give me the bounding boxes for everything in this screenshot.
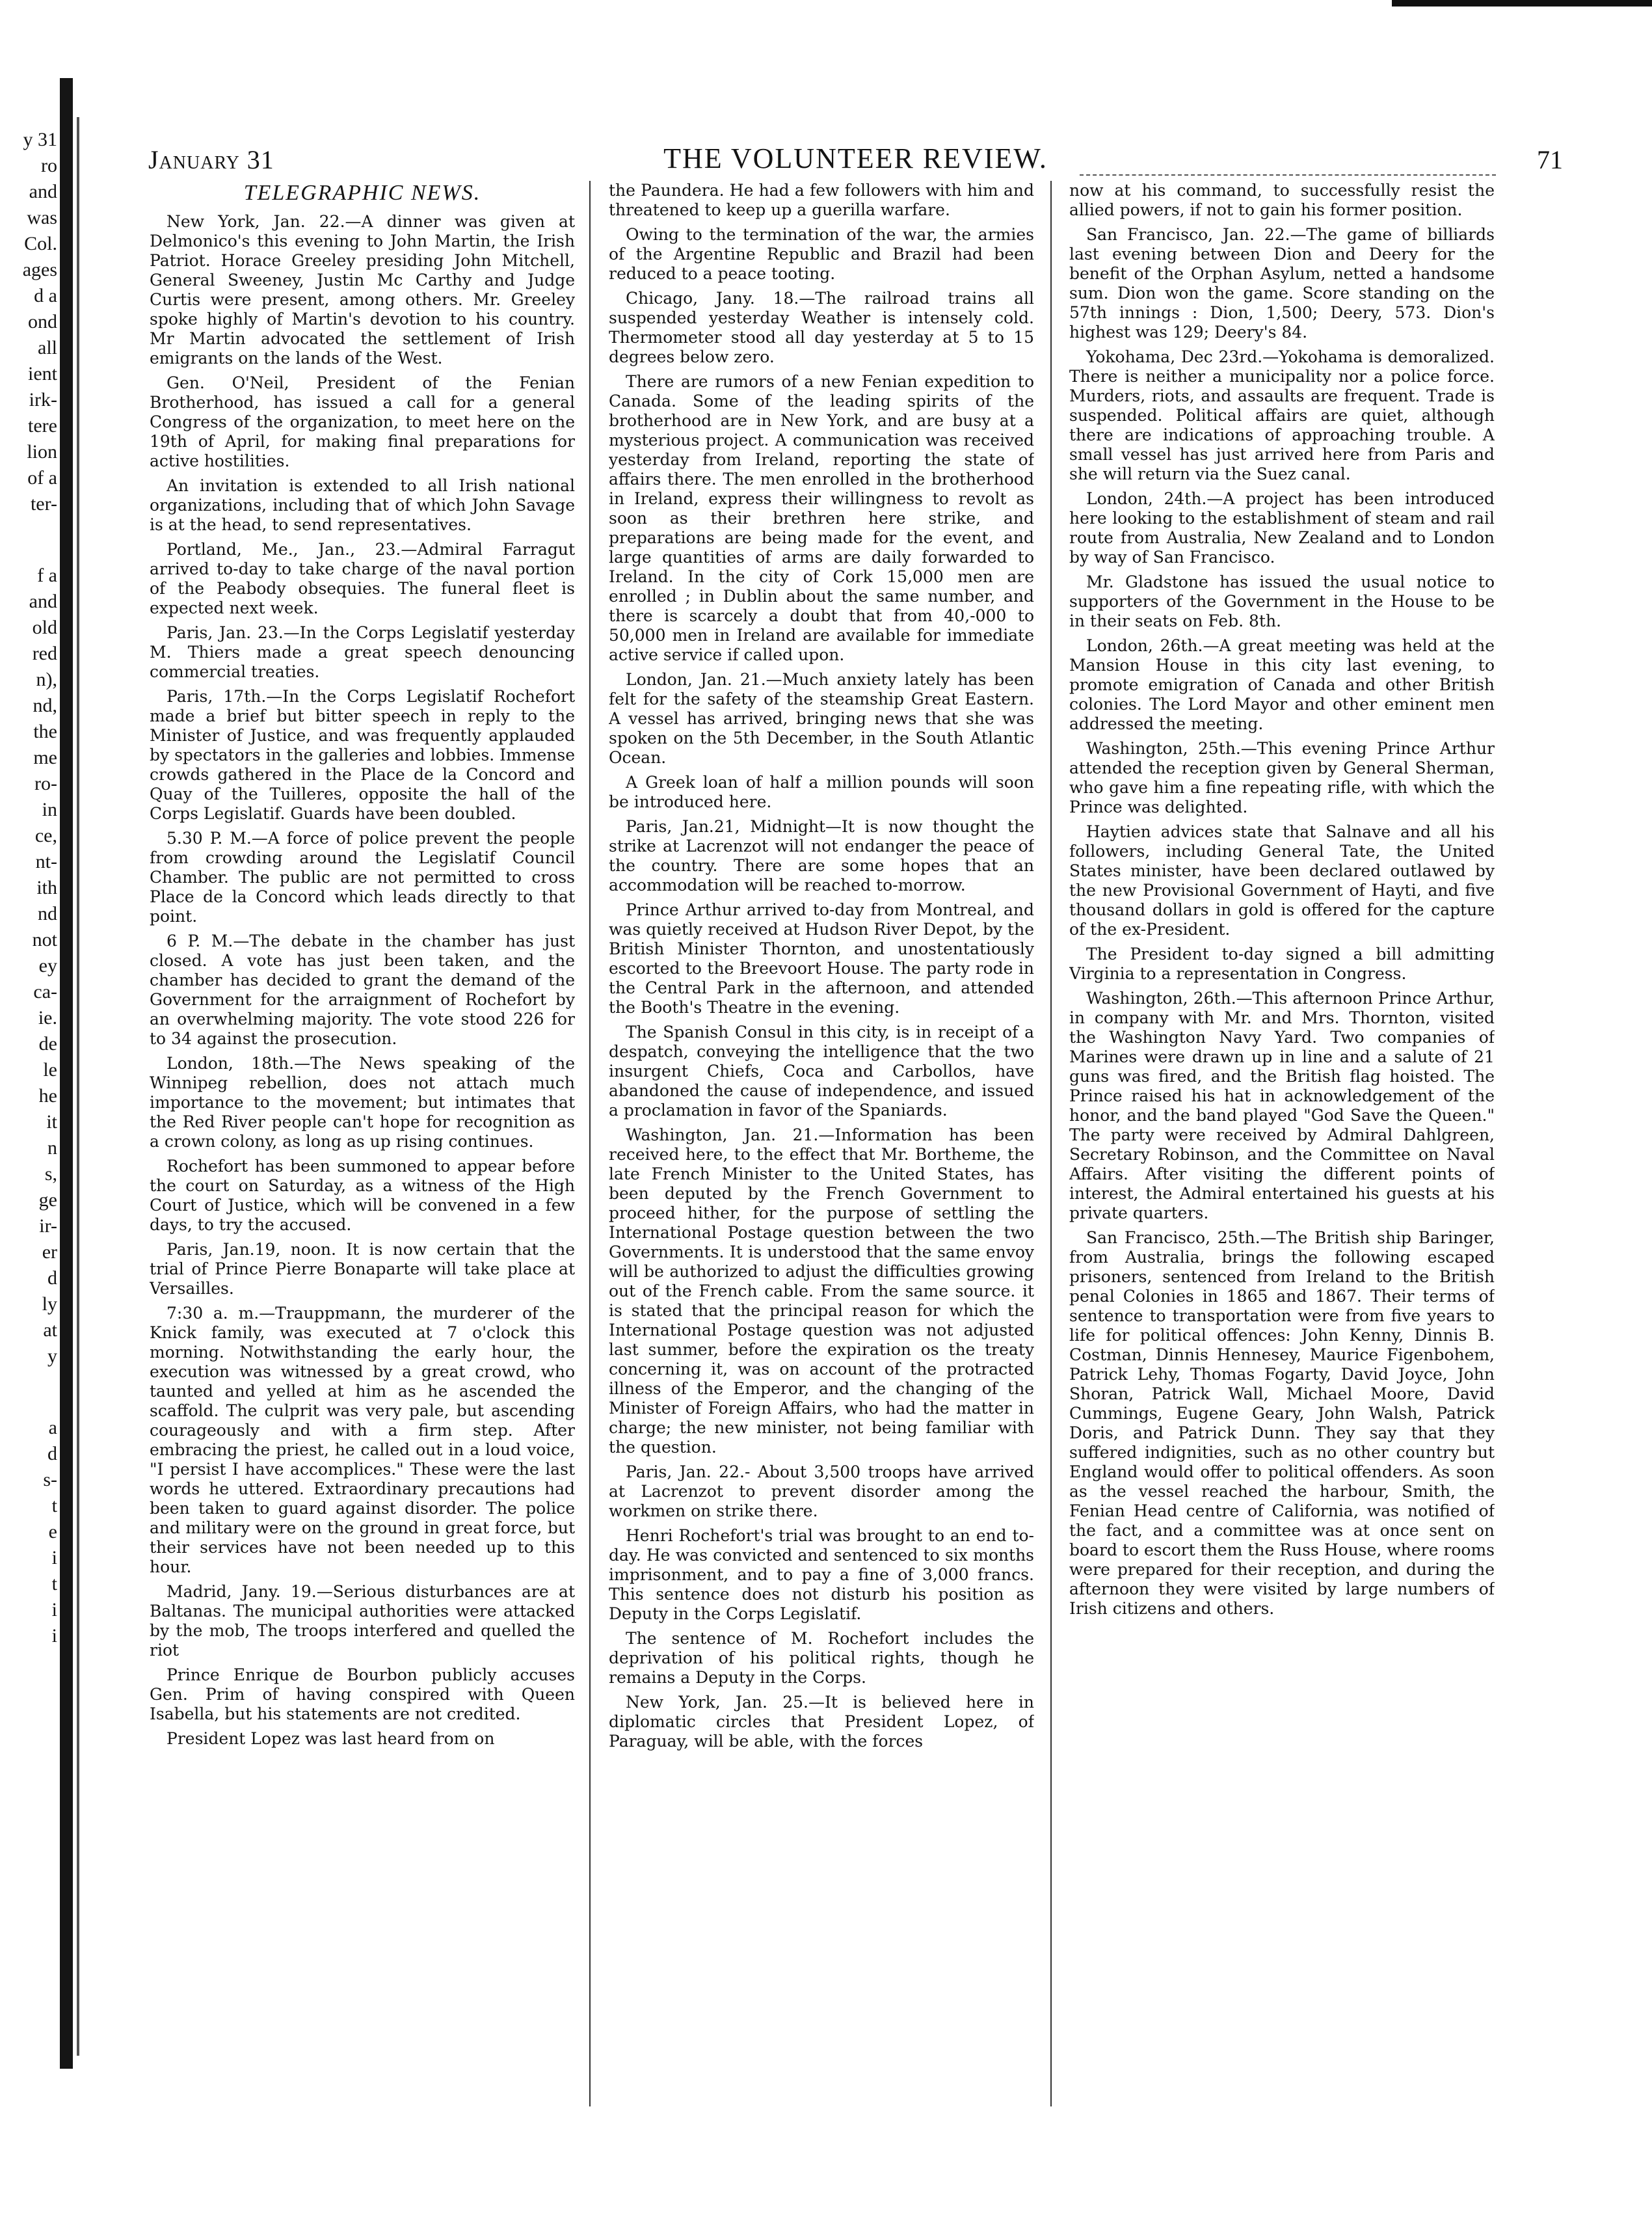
- margin-fragment: le: [43, 1059, 57, 1081]
- margin-fragment: ro: [41, 155, 57, 176]
- binding-line: [77, 117, 79, 2056]
- news-paragraph: 7:30 a. m.—Trauppmann, the murderer of the Knick family, was executed at 7 o'clock this morning. Notwithstanding the early hour, the execution was witnessed by a great crowd, who taunted and yelled at him as he ascended the scaffold. The culprit was very pale, but ascending courageously and with a firm step. After embracing the priest, he called out in a loud voice, "I persist I have accomplices." These were the last words he uttered. Extraordinary precautions had been taken to guard against disorder. The police and military were on the ground in great force, but their services have not been needed up to this hour.: [150, 1304, 575, 1576]
- margin-fragment: t: [51, 1495, 57, 1516]
- margin-fragment: ey: [38, 955, 57, 976]
- column-three-top-dash: [1080, 174, 1496, 176]
- news-paragraph: The Spanish Consul in this city, is in receipt of a despatch, conveying the intelligence that the two insurgent Chiefs, Coca and Carbollos, have abandoned the cause of independence, and issued a proclamation in favor of the Spaniards.: [609, 1023, 1034, 1120]
- news-paragraph: New York, Jan. 22.—A dinner was given at Delmonico's this evening to John Martin, the Irish Patriot. Horace Greeley presiding John Mitchell, General Sweeney, Justin Mc Carthy and Judge Curtis were present, among others. Mr. Greeley spoke highly of Martin's devotion to his country. Mr Martin advocated the settlement of Irish emigrants on the lands of the West.: [150, 212, 575, 368]
- news-paragraph: President Lopez was last heard from on: [167, 1729, 495, 1748]
- margin-fragment: ly: [42, 1293, 57, 1315]
- margin-fragment: a: [48, 1417, 57, 1438]
- column-one-paragraphs: [150, 212, 575, 1749]
- news-paragraph: Paris, Jan. 22.- About 3,500 troops have arrived at Lacrenzot to prevent disorder among the workmen on strike there.: [609, 1462, 1034, 1520]
- margin-fragment: at: [43, 1319, 57, 1341]
- news-paragraph: Prince Enrique de Bourbon publicly accuses Gen. Prim of having conspired with Queen Isabella, but his statements are not credited.: [150, 1665, 575, 1723]
- margin-fragment: ter-: [30, 493, 57, 515]
- margin-fragment: i: [51, 1547, 57, 1568]
- news-paragraph: A Greek loan of half a million pounds will soon be introduced here.: [609, 773, 1034, 811]
- margin-fragment: ce,: [34, 825, 57, 846]
- news-paragraph: Washington, Jan. 21.—Information has been received here, to the effect that Mr. Bortheme, the late French Minister to the United States, has been deputed by the French Government to proceed hither, for the purpose of settling the International Postage question between the two Governments. It is understood that the same envoy will be authorized to adjust the difficulties growing out of the French cable. From the same source. it is stated that the principal reason for which the International Postage question was not adjusted last summer, before the expiration os the treaty concerning it, was on account of the protracted illness of the Emperor, and the changing of the Minister of Foreign Affairs, who had the matter in charge; the new minister, not being familiar with the question.: [609, 1125, 1034, 1457]
- news-paragraph: London, 18th.—The News speaking of the Winnipeg rebellion, does not attach much importance to the movement; but intimates that the Red River people can't hope for recognition as a crown colony, as long as up rising continues.: [150, 1054, 575, 1151]
- news-paragraph: Mr. Gladstone has issued the usual notice to supporters of the Government in the House to be in their seats on Feb. 8th.: [1069, 572, 1495, 630]
- news-paragraph: 5.30 P. M.—A force of police prevent the people from crowding around the Legislatif Council Chamber. The public are not permitted to cross Place de la Concord which leads directly to that point.: [150, 829, 575, 926]
- margin-fragment: ie.: [38, 1007, 57, 1029]
- news-paragraph: Rochefort has been summoned to appear before the court on Saturday, as a witness of the High Court of Justice, which will be convened in a few days, to try the accused.: [150, 1157, 575, 1234]
- news-paragraph: New York, Jan. 25.—It is believed here in diplomatic circles that President Lopez, of Paraguay, will be able, with the forces: [609, 1693, 1034, 1751]
- margin-fragment: the: [33, 721, 57, 742]
- margin-fragment: in: [42, 799, 57, 820]
- news-paragraph: The sentence of M. Rochefort includes the deprivation of his political rights, though he remains a Deputy in the Corps.: [609, 1629, 1034, 1687]
- margin-fragment: s,: [44, 1163, 57, 1185]
- news-paragraph: Prince Arthur arrived to-day from Montreal, and was quietly received at Hudson River Depot, by the British Minister Thornton, and unostentatiously escorted to the Breevoort House. The party rode in the Central Park in the afternoon, and attended the Booth's Theatre in the evening.: [609, 900, 1034, 1017]
- news-paragraph: Washington, 26th.—This afternoon Prince Arthur, in company with Mr. and Mrs. Thornton, visited the Washington Navy Yard. Two companies of Marines were drawn up in line and a salute of 21 guns was fired, and the British flag hoisted. The Prince raised his hat in acknowledgement of the honor, and the band played "God Save the Queen." The party were received by Admiral Dahlgreen, Secretary Robinson, and the Committee on Naval Affairs. After visiting the different points of interest, the Admiral entertained his guests at his private quarters.: [1069, 989, 1495, 1222]
- news-paragraph: the Paundera. He had a few followers with him and threatened to keep up a guerilla warfare.: [609, 181, 1034, 219]
- margin-fragment: y 31: [23, 129, 57, 150]
- margin-fragment: of a: [27, 467, 57, 489]
- news-paragraph: Paris, Jan.19, noon. It is now certain that the trial of Prince Pierre Bonaparte will take place at Versailles.: [150, 1240, 575, 1298]
- previous-page-margin-fragments: [0, 127, 57, 1649]
- margin-fragment: ro-: [34, 773, 57, 794]
- margin-fragment: Col.: [24, 233, 57, 254]
- margin-fragment: d a: [34, 285, 57, 306]
- margin-fragment: nd,: [33, 695, 57, 716]
- margin-fragment: f a: [37, 565, 57, 586]
- news-paragraph: Washington, 25th.—This evening Prince Arthur attended the reception given by General Sherman, who gave him a fine repeating rifle, with which the Prince was delighted.: [1069, 739, 1495, 816]
- news-paragraph: San Francisco, Jan. 22.—The game of billiards last evening between Dion and Deery for the benefit of the Orphan Asylum, netted a handsome sum. Dion won the game. Score standing on the 57th innings : Dion, 1,500; Deery, 573. Dion's highest was 129; Deery's 84.: [1069, 225, 1495, 342]
- news-paragraph: San Francisco, 25th.—The British ship Baringer, from Australia, brings the following escaped prisoners, sentenced from Ireland to the British penal Colonies in 1865 and 1867. Their terms of sentence to transportation were from five years to life for political offences: John Kenny, Dinnis B. Costman, Dinnis Hennesey, Maurice Figenbohem, Patrick Lehy, Thomas Fogarty, David Joyce, John Shoran, Patrick Wall, Michael Moore, David Cummings, Eugene Geary, John Walsh, Patrick Doris, and Patrick Dunn. They say that they suffered indignities, such as no other country but England would offer to political offenders. As soon as the vessel reached the harbour, Smith, the Fenian Head centre of California, was notified of the fact, and a committee was at once sent on board to escort them the Russ House, where rooms were prepared for their reception, and during the afternoon they were visited by large numbers of Irish citizens and others.: [1069, 1228, 1495, 1618]
- news-paragraph: Yokohama, Dec 23rd.—Yokohama is demoralized. There is neither a municipality nor a police force. Murders, riots, and assaults are frequent. Trade is suspended. Political affairs are quiet, although there are indications of approaching trouble. A small vessel has just arrived here from Paris and she will return via the Suez canal.: [1069, 347, 1495, 483]
- news-paragraph: Owing to the termination of the war, the armies of the Argentine Republic and Brazil had been reduced to a peace tooting.: [609, 225, 1034, 283]
- margin-fragment: irk-: [29, 389, 57, 410]
- news-paragraph: London, Jan. 21.—Much anxiety lately has been felt for the safety of the steamship Great Eastern. A vessel has arrived, bringing news that she was spoken on the 5th December, in the South Atlantic Ocean.: [609, 670, 1034, 767]
- margin-fragment: he: [38, 1085, 57, 1107]
- column-two-paragraphs: [609, 181, 1034, 1751]
- margin-fragment: it: [46, 1111, 57, 1133]
- margin-fragment: nt-: [35, 851, 57, 872]
- margin-fragment: s-: [43, 1469, 57, 1490]
- page-number: 71: [1537, 145, 1563, 174]
- news-paragraph: Portland, Me., Jan., 23.—Admiral Farragut arrived to-day to take charge of the naval portion of the Peabody obsequies. The funeral fleet is expected next week.: [150, 540, 575, 617]
- top-edge-rule: [1392, 0, 1652, 7]
- column-three: [1069, 181, 1495, 2119]
- news-paragraph: Paris, Jan. 23.—In the Corps Legislatif yesterday M. Thiers made a great speech denouncing commercial treaties.: [150, 623, 575, 681]
- news-paragraph: 6 P. M.—The debate in the chamber has just closed. A vote has just been taken, and the chamber has decided to grant the demand of the Government for the arraignment of Rochefort by an overwhelming majority. The vote stood 226 for to 34 against the prosecution.: [150, 932, 575, 1048]
- margin-fragment: d: [47, 1443, 57, 1464]
- margin-fragment: ages: [22, 259, 57, 280]
- column-two: [609, 181, 1034, 2119]
- column-one: [150, 181, 575, 2119]
- news-paragraph: London, 24th.—A project has been introduced here looking to the establishment of steam and rail route from Australia, New Zealand and to London by way of San Francisco.: [1069, 489, 1495, 567]
- margin-fragment: t: [51, 1573, 57, 1594]
- margin-fragment: e: [48, 1521, 57, 1542]
- news-paragraph: now at his command, to successfully resist the allied powers, if not to gain his former position.: [1069, 181, 1495, 219]
- column-rule-1: [589, 181, 591, 2106]
- margin-fragment: was: [27, 207, 57, 228]
- margin-fragment: y: [47, 1345, 57, 1367]
- margin-fragment: lion: [27, 441, 57, 463]
- margin-fragment: ir-: [39, 1215, 57, 1237]
- news-paragraph: Haytien advices state that Salnave and all his followers, including General Tate, the United States minister, have been declared outlawed by the new Provisional Government of Hayti, and five thousand dollars in gold is offered for the capture of the ex-President.: [1069, 822, 1495, 939]
- news-paragraph: Gen. O'Neil, President of the Fenian Brotherhood, has issued a call for a general Congress of the organization, to meet here on the 19th of April, for making final preparations for active hostilities.: [150, 373, 575, 470]
- margin-fragment: [0, 1369, 57, 1415]
- page-header: [148, 138, 1563, 177]
- margin-fragment: all: [38, 337, 57, 358]
- news-paragraph: The President to-day signed a bill admitting Virginia to a representation in Congress.: [1069, 945, 1495, 983]
- margin-fragment: er: [42, 1241, 57, 1263]
- margin-fragment: n: [47, 1137, 57, 1159]
- margin-fragment: i: [51, 1599, 57, 1621]
- news-paragraph: There are rumors of a new Fenian expedition to Canada. Some of the leading spirits of the brotherhood are in New York, and are busy at a mysterious project. A communication was received yesterday from Ireland, reporting the state of affairs there. The men enrolled in the brotherhood in Ireland, express their willingness to revolt as soon as their brethren here strike, and preparations are being made for the event, and large quantities of arms are daily forwarded to Ireland. In the city of Cork 15,000 men are enrolled ; in Dublin about the same number, and there is scarcely a doubt that from 40,-000 to 50,000 men in Ireland are available for immediate active service if called upon.: [609, 372, 1034, 664]
- margin-fragment: de: [38, 1033, 57, 1055]
- margin-fragment: nd: [38, 903, 57, 924]
- news-paragraph: Henri Rochefort's trial was brought to an end to-day. He was convicted and sentenced to six months imprisonment, and to pay a fine of 3,000 francs. This sentence does not disturb his position as Deputy in the Corps Legislatif.: [609, 1526, 1034, 1623]
- margin-fragment: red: [32, 643, 57, 664]
- binding-shadow: [60, 78, 73, 2069]
- news-paragraph: Chicago, Jany. 18.—The railroad trains all suspended yesterday Weather is intensely cold. Thermometer stood all day yesterday at 5 to 15 degrees below zero.: [609, 289, 1034, 366]
- margin-fragment: not: [32, 929, 57, 950]
- margin-fragment: old: [32, 617, 57, 638]
- margin-fragment: me: [33, 747, 57, 768]
- margin-fragment: ond: [28, 311, 57, 332]
- margin-fragment: ith: [36, 877, 57, 898]
- column-rule-2: [1050, 181, 1052, 2106]
- news-paragraph: Paris, Jan.21, Midnight—It is now thought the strike at Lacrenzot will not endanger the peace of the country. There are some hopes that an accommodation will be reached to-morrow.: [609, 817, 1034, 894]
- margin-fragment: and: [29, 181, 57, 202]
- news-paragraph: Paris, 17th.—In the Corps Legislatif Rochefort made a brief but bitter speech in reply to the Minister of Justice, and was frequently applauded by spectators in the galleries and lobbies. Immense crowds gathered in the Place de la Concord and Quay of the Tuilleres, opposite the hall of the Corps Legislatif. Guards have been doubled.: [150, 687, 575, 823]
- publication-title: THE VOLUNTEER REVIEW.: [663, 142, 1048, 174]
- margin-fragment: n),: [36, 669, 57, 690]
- margin-fragment: ca-: [33, 981, 57, 1002]
- margin-fragment: i: [51, 1625, 57, 1647]
- column-three-paragraphs: [1069, 181, 1495, 1619]
- margin-fragment: [0, 517, 57, 563]
- margin-fragment: ient: [28, 363, 57, 384]
- margin-fragment: ge: [38, 1189, 57, 1211]
- margin-fragment: and: [29, 591, 57, 612]
- news-paragraph: London, 26th.—A great meeting was held at the Mansion House in this city last evening, to promote emigration of Canada and other British colonies. The Lord Mayor and other eminent men addressed the meeting.: [1069, 636, 1495, 733]
- issue-date: January 31: [148, 145, 274, 174]
- margin-fragment: d: [47, 1267, 57, 1289]
- margin-fragment: tere: [28, 415, 57, 437]
- section-heading: TELEGRAPHIC NEWS.: [243, 181, 481, 205]
- news-paragraph: An invitation is extended to all Irish national organizations, including that of which John Savage is at the head, to send representatives.: [150, 476, 575, 534]
- news-paragraph: Madrid, Jany. 19.—Serious disturbances are at Baltanas. The municipal authorities were attacked by the mob, The troops interfered and quelled the riot: [150, 1582, 575, 1660]
